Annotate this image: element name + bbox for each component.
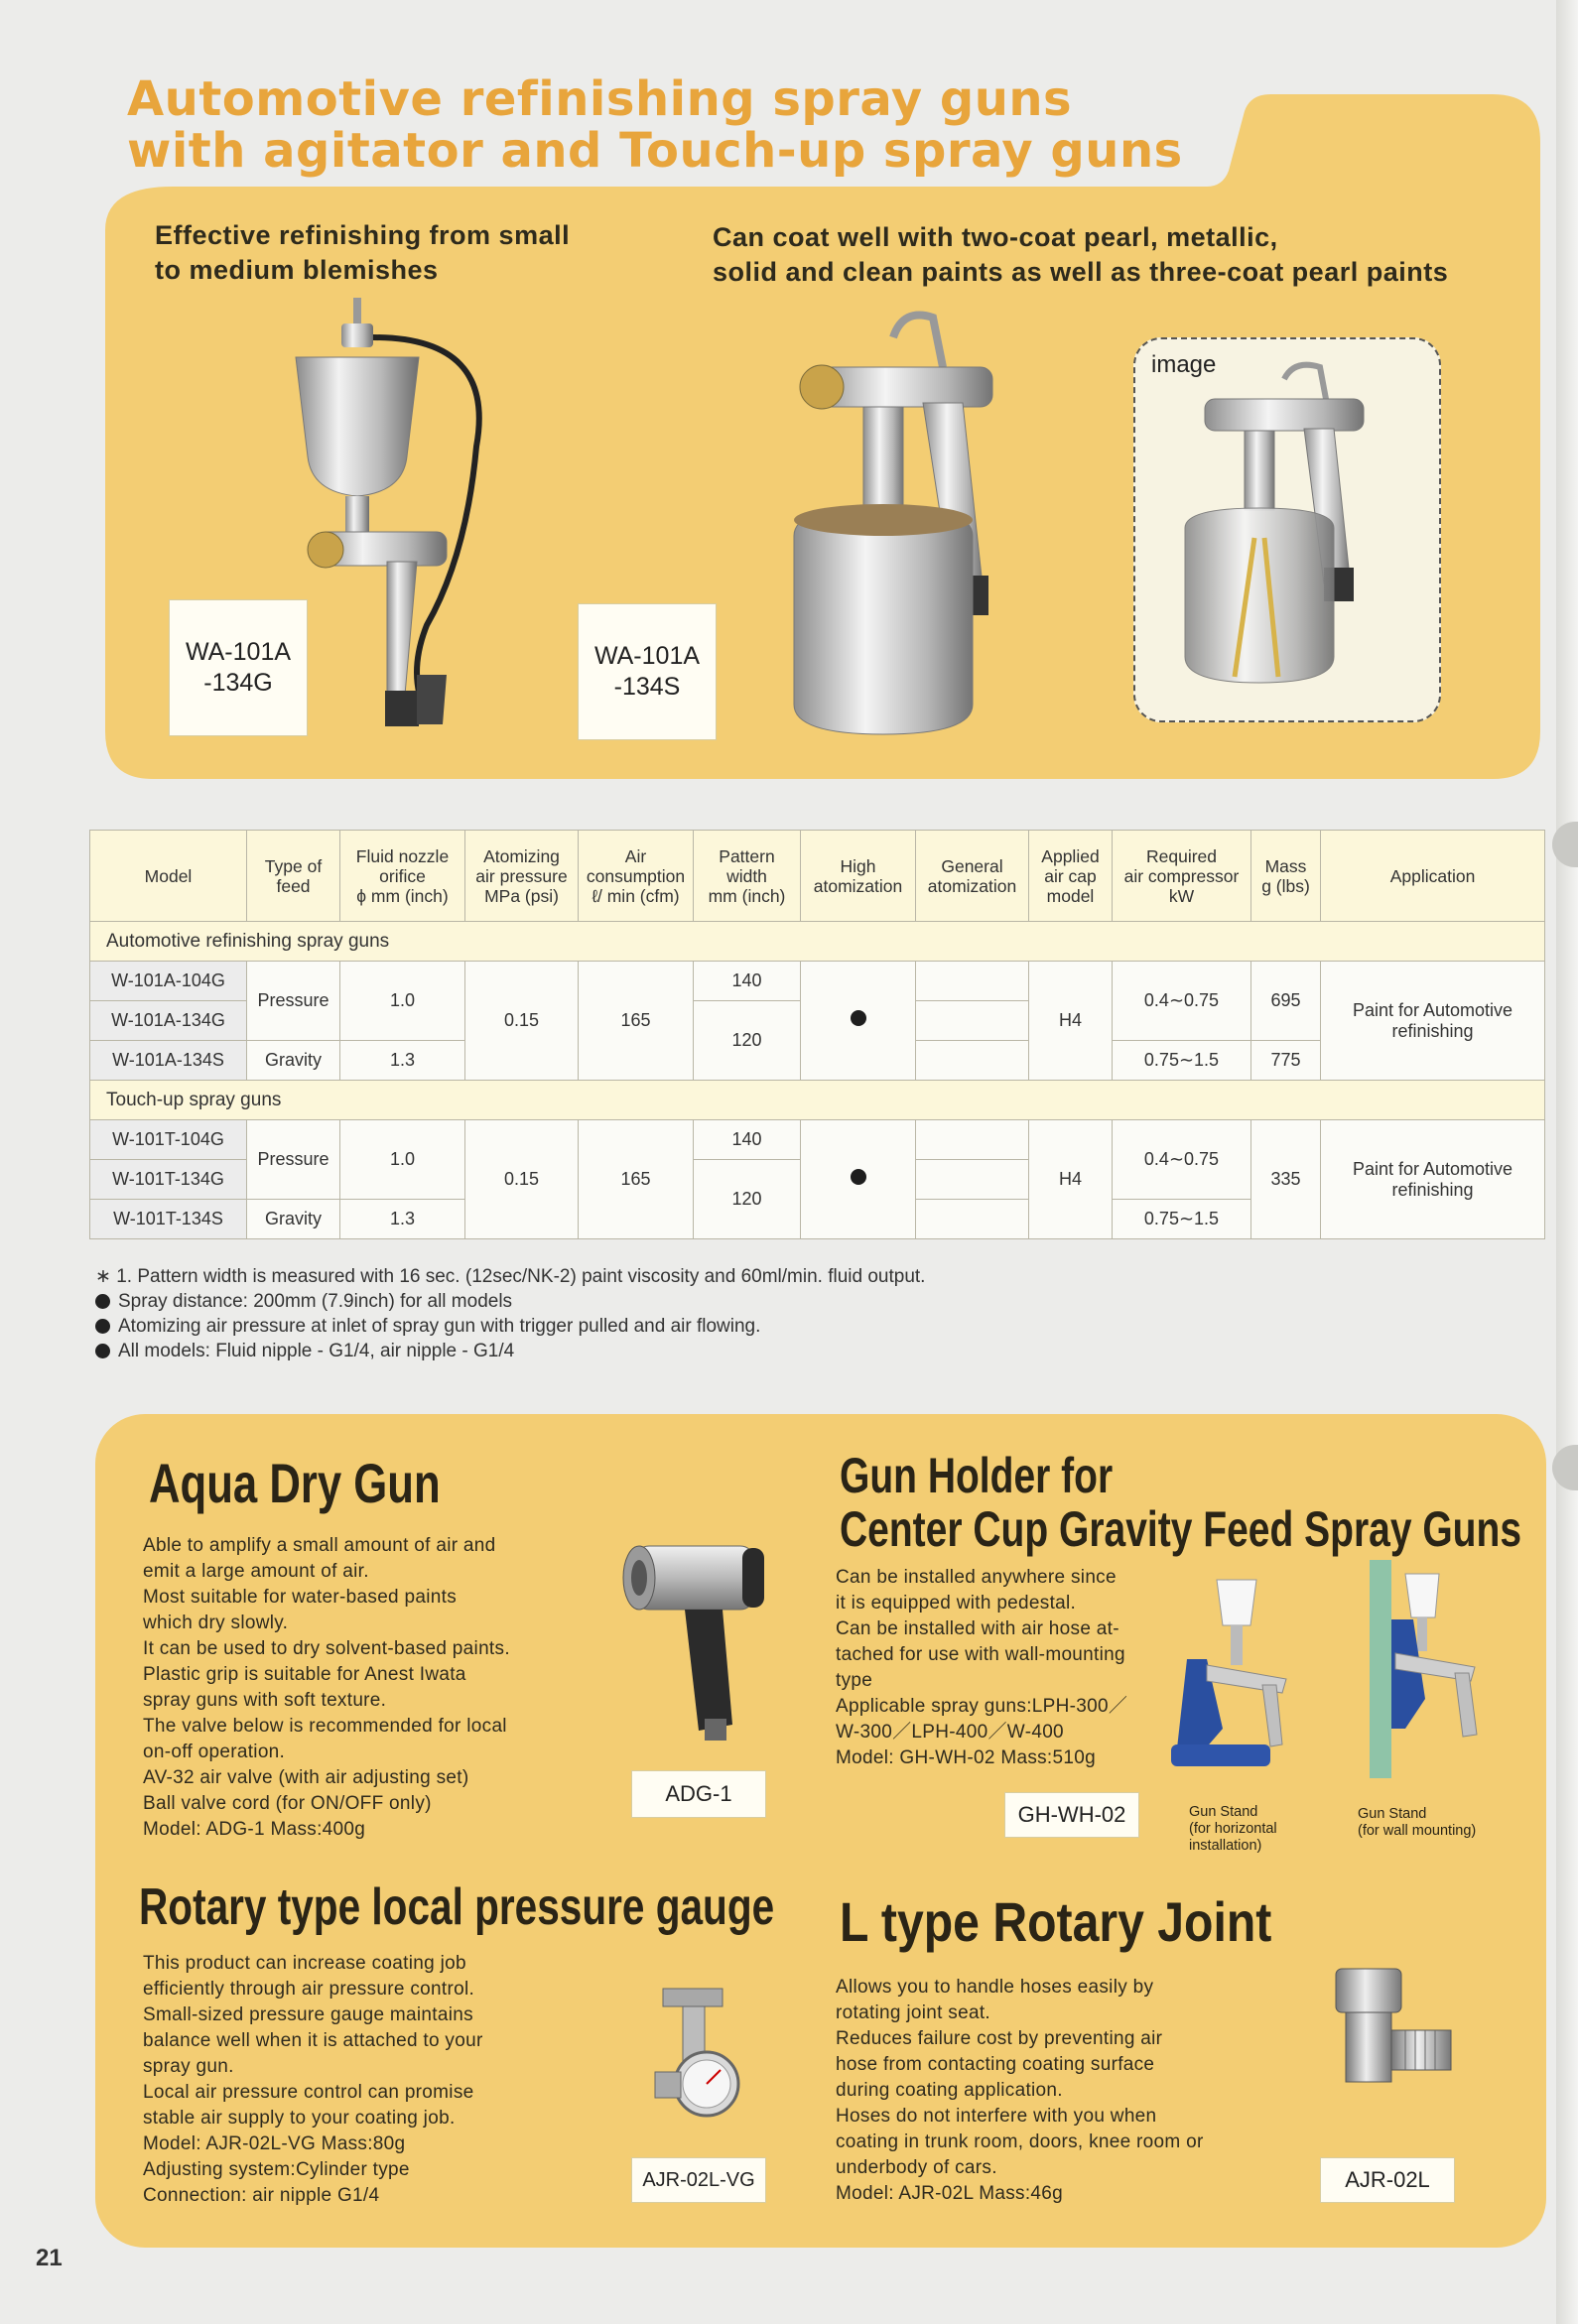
aqua-line: Model: ADG-1 Mass:400g [143,1819,366,1840]
general-cell [916,1200,1029,1239]
holder-line: type [836,1670,873,1691]
gauge-line: efficiently through air pressure control. [143,1979,475,2000]
general-cell [916,1160,1029,1200]
holder-label: GH-WH-02 [1004,1792,1139,1838]
joint-description [836,1975,1204,2207]
aqua-label: ADG-1 [631,1770,766,1818]
joint-line: Hoses do not interfere with you when [836,2106,1157,2127]
joint-line: Allows you to handle hoses easily by [836,1977,1154,1998]
col-compressor-line: kW [1168,885,1195,906]
aqua-line: Plastic grip is suitable for Anest Iwata [143,1664,466,1685]
col-nozzle [340,831,465,922]
bullet-icon [95,1344,110,1358]
compressor-cell: 0.75∼1.5 [1113,1200,1251,1239]
holder-title-line-1: Gun Holder for [840,1448,1114,1503]
col-nozzle-line: ϕ mm (inch) [356,885,449,906]
general-cell [916,1041,1029,1081]
suction-spray-gun-image [784,308,1042,744]
mass-cell: 695 [1251,962,1321,1041]
gauge-label: AJR-02L-VG [631,2157,766,2203]
col-air-line: Air [624,845,647,866]
agitator-cup-image [1175,359,1413,697]
col-air [579,831,694,922]
stand-caption-line: Gun Stand [1358,1806,1427,1822]
mass-cell: 335 [1251,1120,1321,1239]
application-cell [1321,962,1545,1081]
feed-cell: Gravity [247,1200,340,1239]
col-general [916,831,1029,922]
col-air-line: ℓ/ min (cfm) [592,885,680,906]
gauge-description [143,1951,483,2209]
intro-right-line-1: Can coat well with two-coat pearl, metallic, [713,222,1278,252]
col-cap-line: Applied [1041,845,1100,866]
page-number: 21 [36,2245,63,2271]
high-atomization-cell [801,1120,916,1239]
aqua-line: AV-32 air valve (with air adjusting set) [143,1767,469,1788]
col-cap [1029,831,1113,922]
intro-left-line-2: to medium blemishes [155,255,439,285]
aqua-line: Ball valve cord (for ON/OFF only) [143,1793,432,1814]
model-cell: W-101T-134S [90,1200,247,1239]
feed-cell: Pressure [247,962,340,1041]
note-item: ∗ 1. Pattern width is measured with 16 sec. (12sec/NK-2) paint viscosity and 60ml/min. fluid output. [95,1266,926,1287]
model-cell: W-101A-134S [90,1041,247,1081]
note-text: All models: Fluid nipple - G1/4, air nipple - G1/4 [118,1341,515,1361]
joint-title: L type Rotary Joint [840,1890,1272,1953]
bullet-icon [95,1319,110,1334]
note-text: Atomizing air pressure at inlet of spray gun with trigger pulled and air flowing. [118,1316,761,1337]
nozzle-cell: 1.0 [340,1120,465,1200]
stand-caption-line: Gun Stand [1189,1804,1258,1820]
dot-mark [851,1169,866,1185]
joint-line: during coating application. [836,2080,1063,2101]
aqua-description [143,1533,510,1843]
stand-caption-wall [1358,1806,1476,1840]
note-item [95,1314,925,1339]
holder-title [840,1449,1521,1556]
rotary-joint-image [1316,1965,1465,2114]
gun1-label-line-1: WA-101A [185,638,292,666]
model-cell: W-101A-134G [90,1001,247,1041]
holder-line: Applicable spray guns:LPH-300／ [836,1696,1128,1717]
aqua-line: on-off operation. [143,1742,286,1762]
gun2-label-line-1: WA-101A [593,642,701,670]
col-high-line: atomization [813,875,903,896]
col-cap-line: model [1046,885,1095,906]
application-line: refinishing [1391,1020,1474,1041]
col-pattern-line: Pattern [719,845,775,866]
col-high [801,831,916,922]
col-compressor-line: air compressor [1123,865,1240,886]
feed-cell: Gravity [247,1041,340,1081]
spec-table [89,830,1545,1239]
joint-line: rotating joint seat. [836,2002,990,2023]
gauge-line: Small-sized pressure gauge maintains [143,2004,473,2025]
model-cell: W-101T-104G [90,1120,247,1160]
col-pattern-line: width [726,865,767,886]
joint-line: Reduces failure cost by preventing air [836,2028,1163,2049]
aqua-line: The valve below is recommended for local [143,1716,507,1737]
pressure-gauge-image [645,1985,754,2133]
col-model: Model [90,831,247,922]
stand-caption-line: (for horizontal [1189,1821,1277,1837]
gun-stand-wall-image [1366,1560,1505,1778]
gun1-label [169,599,308,736]
gauge-line: spray gun. [143,2056,234,2077]
gauge-line: balance well when it is attached to your [143,2030,483,2051]
col-application: Application [1321,831,1545,922]
col-nozzle-line: Fluid nozzle [355,845,450,866]
col-compressor-line: Required [1145,845,1218,866]
application-cell [1321,1120,1545,1239]
mass-cell: 775 [1251,1041,1321,1081]
image-caption: image [1151,351,1217,378]
col-general-line: atomization [927,875,1017,896]
col-air-line: consumption [586,865,686,886]
agitator-image-frame [1133,337,1441,722]
group-row: Automotive refinishing spray guns [90,922,1545,962]
high-atomization-cell [801,962,916,1081]
nozzle-cell: 1.0 [340,962,465,1041]
col-mass [1251,831,1321,922]
compressor-cell: 0.4∼0.75 [1113,962,1251,1041]
stand-caption-line: installation) [1189,1838,1262,1854]
col-nozzle-line: orifice [379,865,426,886]
holder-line: Model: GH-WH-02 Mass:510g [836,1747,1096,1768]
holder-line: Can be installed with air hose at- [836,1618,1119,1639]
aqua-line: which dry slowly. [143,1613,289,1633]
note-item [95,1339,925,1363]
holder-title-line-2: Center Cup Gravity Feed Spray Guns [840,1501,1522,1557]
aqua-line: It can be used to dry solvent-based paints. [143,1638,510,1659]
intro-right-line-2: solid and clean paints as well as three-coat pearl paints [713,257,1449,287]
note-item [95,1289,925,1314]
page-edge [1556,0,1578,2324]
col-mass-line: g (lbs) [1261,875,1310,896]
intro-left-line-1: Effective refinishing from small [155,220,571,250]
col-atomizing-line: Atomizing [483,845,560,866]
model-cell: W-101T-134G [90,1160,247,1200]
stand-caption-line: (for wall mounting) [1358,1823,1477,1839]
joint-label: AJR-02L [1320,2157,1455,2203]
col-atomizing [465,831,579,922]
col-feed [247,831,340,922]
nozzle-cell: 1.3 [340,1041,465,1081]
atomizing-cell: 0.15 [465,1120,579,1239]
gun2-label-line-2: -134S [613,673,681,701]
holder-description [836,1565,1127,1771]
model-cell: W-101A-104G [90,962,247,1001]
col-pattern-line: mm (inch) [708,885,786,906]
air-cell: 165 [579,1120,694,1239]
col-atomizing-line: MPa (psi) [484,885,559,906]
joint-line: coating in trunk room, doors, knee room or [836,2131,1204,2152]
holder-line: W-300／LPH-400／W-400 [836,1722,1064,1743]
nozzle-cell: 1.3 [340,1200,465,1239]
col-feed-line: feed [276,875,311,896]
col-pattern [694,831,801,922]
feed-cell: Pressure [247,1120,340,1200]
col-general-line: General [941,855,1003,876]
cap-cell: H4 [1029,1120,1113,1239]
dot-mark [851,1010,866,1026]
joint-line: hose from contacting coating surface [836,2054,1155,2075]
application-line: refinishing [1391,1179,1474,1200]
col-high-line: High [840,855,876,876]
general-cell [916,1001,1029,1041]
gravity-spray-gun-image [278,298,496,744]
col-cap-line: air cap [1044,865,1097,886]
gun-stand-horizontal-image [1167,1570,1302,1798]
cap-cell: H4 [1029,962,1113,1081]
gun1-label-line-2: -134G [203,669,273,697]
group-row: Touch-up spray guns [90,1081,1545,1120]
intro-right [713,220,1448,290]
col-mass-line: Mass [1264,855,1307,876]
general-cell [916,1120,1029,1160]
pattern-cell: 140 [694,1120,801,1160]
gun2-label [578,603,717,740]
aqua-line: emit a large amount of air. [143,1561,369,1582]
gauge-line: This product can increase coating job [143,1953,466,1974]
aqua-dry-gun-image [615,1536,774,1744]
intro-left [155,218,570,288]
col-atomizing-line: air pressure [475,865,568,886]
stand-caption-horizontal [1189,1804,1277,1855]
compressor-cell: 0.75∼1.5 [1113,1041,1251,1081]
holder-line: Can be installed anywhere since [836,1567,1117,1588]
joint-line: underbody of cars. [836,2157,997,2178]
holder-line: tached for use with wall-mounting [836,1644,1125,1665]
atomizing-cell: 0.15 [465,962,579,1081]
pattern-cell: 140 [694,962,801,1001]
gauge-line: Connection: air nipple G1/4 [143,2185,380,2206]
note-text: Spray distance: 200mm (7.9inch) for all models [118,1291,513,1312]
aqua-title: Aqua Dry Gun [149,1452,441,1514]
pattern-cell: 120 [694,1001,801,1081]
general-cell [916,962,1029,1001]
table-notes [95,1264,925,1363]
aqua-line: spray guns with soft texture. [143,1690,387,1711]
aqua-line: Most suitable for water-based paints [143,1587,458,1608]
title-line-1: Automotive refinishing spray guns [127,71,1073,127]
air-cell: 165 [579,962,694,1081]
col-compressor [1113,831,1251,922]
compressor-cell: 0.4∼0.75 [1113,1120,1251,1200]
col-feed-line: Type of [264,855,323,876]
gauge-line: stable air supply to your coating job. [143,2108,456,2129]
joint-line: Model: AJR-02L Mass:46g [836,2183,1064,2204]
gauge-line: Adjusting system:Cylinder type [143,2159,410,2180]
title-line-2: with agitator and Touch-up spray guns [127,123,1183,179]
aqua-line: Able to amplify a small amount of air and [143,1535,496,1556]
bullet-icon [95,1294,110,1309]
gauge-line: Model: AJR-02L-VG Mass:80g [143,2133,406,2154]
pattern-cell: 120 [694,1160,801,1239]
application-line: Paint for Automotive [1352,999,1513,1020]
gauge-title: Rotary type local pressure gauge [139,1878,775,1936]
application-line: Paint for Automotive [1352,1158,1513,1179]
holder-line: it is equipped with pedestal. [836,1593,1077,1614]
gauge-line: Local air pressure control can promise [143,2082,474,2103]
